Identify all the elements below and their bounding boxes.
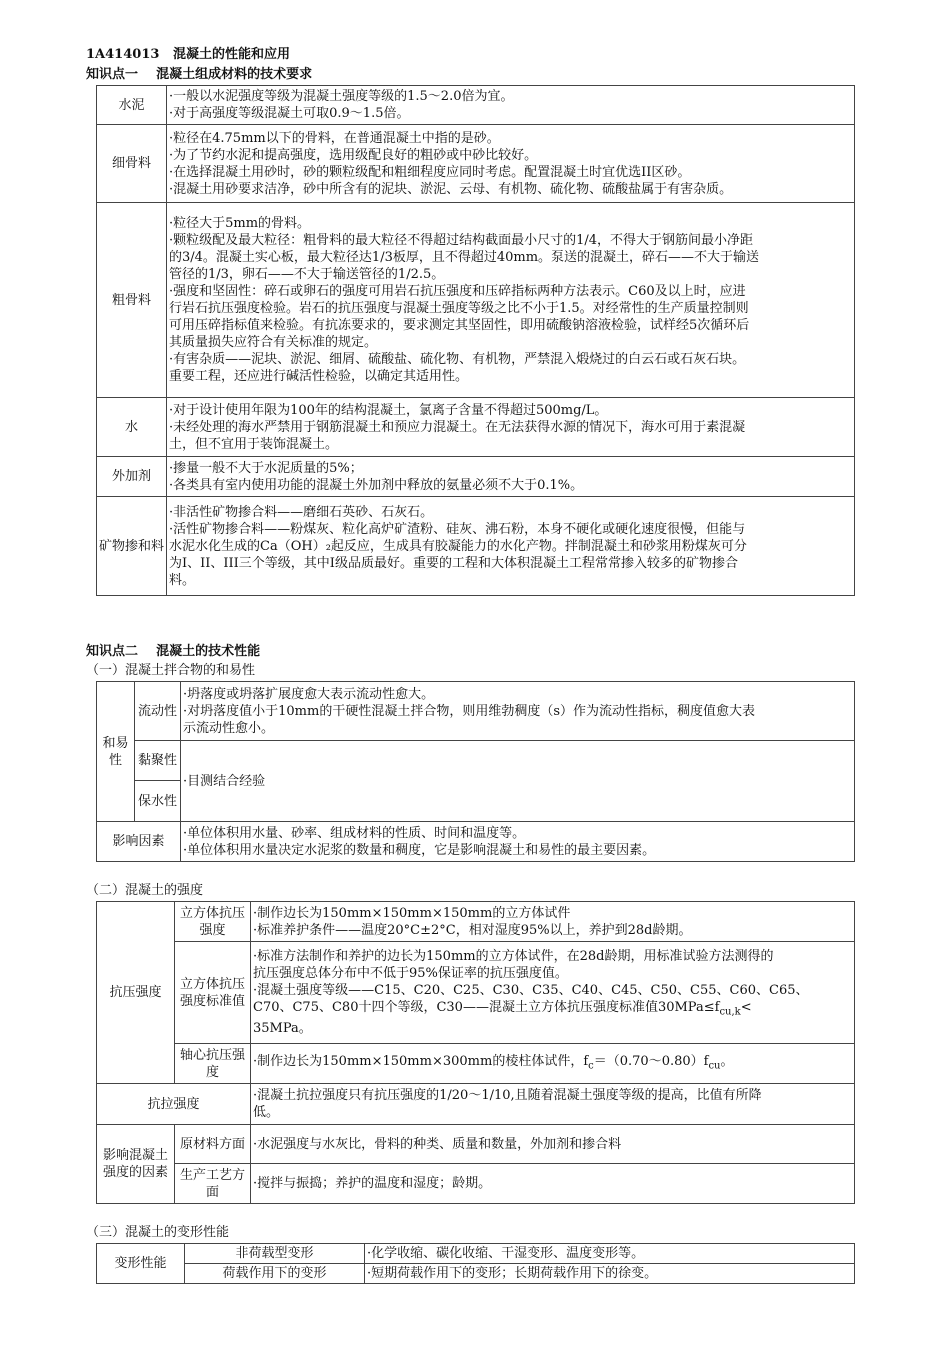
- content-line: ·未经处理的海水严禁用于钢筋混凝土和预应力混凝土。在无法获得水源的情况下，海水可用于素混凝: [169, 419, 746, 435]
- content-text: ·制作边长为150mm×150mm×300mm的棱柱体试件，f: [253, 1053, 589, 1069]
- workability-table: [96, 681, 855, 862]
- material-row: [97, 86, 855, 125]
- content-line: 为I、II、III三个等级，其中I级品质最好。重要的工程和大体积混凝土工程常常掺入较多的矿物掺合: [169, 555, 738, 571]
- content-line: 的3/4。混凝土实心板，最大粒径达1/3板厚，且不得超过40mm。泵送的混凝土，碎石——不大于输送: [169, 250, 760, 265]
- material-row: [97, 203, 855, 398]
- axial-strength-content: [251, 1044, 855, 1084]
- kp1-title: 混凝土组成材料的技术要求: [156, 67, 313, 82]
- content-line: ·非活性矿物掺合料——磨细石英砂、石灰石。: [169, 504, 434, 520]
- material-name: 水: [97, 398, 167, 457]
- kp2-title: 混凝土的技术性能: [156, 644, 261, 659]
- workability-label: 和易性: [97, 682, 135, 822]
- material-name: 外加剂: [97, 457, 167, 497]
- non-load-deformation-label: 非荷载型变形: [185, 1244, 365, 1264]
- content-line: 抗压强度总体分布中不低于95%保证率的抗压强度值。: [253, 965, 568, 981]
- compressive-strength-label: 抗压强度: [97, 902, 175, 1084]
- content-line: ·目测结合经验: [183, 773, 266, 789]
- knowledge-point-2-heading: [86, 643, 260, 660]
- material-row: [97, 398, 855, 457]
- load-deformation-content: ·短期荷载作用下的变形；长期荷载作用下的徐变。: [365, 1264, 855, 1284]
- axial-strength-label: 轴心抗压强度: [175, 1044, 251, 1084]
- subscript: cu,k: [719, 1006, 741, 1018]
- material-requirements: [167, 125, 855, 203]
- material-requirements: [167, 497, 855, 596]
- content-line: ·为了节约水泥和提高强度，选用级配良好的粗砂或中砂比较好。: [169, 147, 538, 163]
- kp1-label: 知识点一: [86, 67, 139, 82]
- content-line: ·单位体积用水量、砂率、组成材料的性质、时间和温度等。: [183, 825, 526, 841]
- knowledge-point-1-heading: [86, 66, 312, 83]
- tensile-strength-content: [251, 1084, 855, 1125]
- content-line: 土，但不宜用于装饰混凝土。: [169, 436, 339, 452]
- content-line: 35MPa。: [253, 1021, 312, 1037]
- strength-factors-label: 影响混凝土强度的因素: [97, 1125, 175, 1204]
- section-heading: [86, 46, 290, 63]
- material-requirements: [167, 457, 855, 497]
- water-retention-label: 保水性: [135, 781, 181, 822]
- sec3-title: （三）混凝土的变形性能: [86, 1225, 230, 1240]
- content-line: 行岩石抗压强度检验。岩石的抗压强度与混凝土强度等级之比不小于1.5。对经常性的生产质量控制则: [169, 301, 749, 316]
- fluidity-content: [181, 682, 855, 741]
- tensile-strength-label: 抗拉强度: [97, 1084, 251, 1125]
- content-text: ＝（0.70～0.80）f: [593, 1053, 709, 1069]
- sec1-title: （一）混凝土拌合物的和易性: [86, 663, 256, 678]
- visual-check-content: [181, 741, 855, 822]
- content-text: 。: [720, 1053, 734, 1069]
- content-line: 水泥水化生成的Ca（OH）₂起反应，生成具有胶凝能力的水化产物。拌制混凝土和砂浆用粉煤灰可分: [169, 538, 747, 554]
- content-line: ·制作边长为150mm×150mm×150mm的立方体试件: [253, 905, 571, 921]
- material-requirements: [167, 203, 855, 398]
- materials-table-body: [97, 86, 855, 596]
- content-line: ·颗粒级配及最大粒径：粗骨料的最大粒径不得超过结构截面最小尺寸的1/4，不得大于钢筋间最小净距: [169, 233, 754, 248]
- material-requirements: [167, 86, 855, 125]
- content-line: 管径的1/3，卵石——不大于输送管径的1/2.5。: [169, 267, 445, 282]
- content-line: ·一般以水泥强度等级为混凝土强度等级的1.5～2.0倍为宜。: [169, 89, 514, 104]
- material-name: 水泥: [97, 86, 167, 125]
- content-line: ·对于设计使用年限为100年的结构混凝土，氯离子含量不得超过500mg/L。: [169, 402, 608, 418]
- influencing-factors-label: 影响因素: [97, 822, 181, 862]
- material-name: 细骨料: [97, 125, 167, 203]
- content-text: C70、C75、C80十四个等级，C30——混凝土立方体抗压强度标准值30MPa≤f: [253, 999, 720, 1015]
- content-line: 可用压碎指标值来检验。有抗冻要求的，要求测定其坚固性，即用硫酸钠溶液检验，试样经5次循环后: [169, 318, 750, 333]
- subscript: cu: [708, 1060, 721, 1072]
- material-name: 粗骨料: [97, 203, 167, 398]
- content-line: ·在选择混凝土用砂时，砂的颗粒级配和粗细程度应同时考虑。配置混凝土时宜优选II区砂。: [169, 164, 691, 180]
- cube-strength-content: [251, 902, 855, 942]
- content-line: ·混凝土强度等级——C15、C20、C25、C30、C35、C40、C45、C50、C55、C60、C65、: [253, 982, 809, 998]
- raw-materials-label: 原材料方面: [175, 1125, 251, 1164]
- content-line: 其质量损失应符合有关标准的规定。: [169, 335, 378, 350]
- content-line: ·标准养护条件——温度20°C±2°C，相对湿度95%以上，养护到28d龄期。: [253, 922, 692, 938]
- content-line: ·粒径大于5mm的骨料。: [169, 216, 311, 231]
- deformation-table: [96, 1243, 855, 1284]
- influencing-factors-content: [181, 822, 855, 862]
- cube-strength-label: 立方体抗压强度: [175, 902, 251, 942]
- content-line: ·对坍落度值小于10mm的干硬性混凝土拌合物，则用维勃稠度（s）作为流动性指标，稠度值愈大表: [183, 703, 756, 719]
- cube-standard-label: 立方体抗压强度标准值: [175, 942, 251, 1044]
- material-row: [97, 497, 855, 596]
- content-line: 低。: [253, 1105, 280, 1120]
- non-load-deformation-content: ·化学收缩、碳化收缩、干湿变形、温度变形等。: [365, 1244, 855, 1264]
- raw-materials-content: ·水泥强度与水灰比，骨料的种类、质量和数量，外加剂和掺合料: [251, 1125, 855, 1164]
- content-line: 示流动性愈小。: [183, 720, 275, 736]
- content-line: 重要工程，还应进行碱活性检验，以确定其适用性。: [169, 369, 469, 384]
- material-row: [97, 125, 855, 203]
- production-process-content: ·搅拌与振捣；养护的温度和湿度；龄期。: [251, 1164, 855, 1204]
- content-line: ·粒径在4.75mm以下的骨料，在普通混凝土中指的是砂。: [169, 130, 500, 146]
- content-line: ·对于高强度等级混凝土可取0.9～1.5倍。: [169, 106, 410, 121]
- content-line: ·坍落度或坍落扩展度愈大表示流动性愈大。: [183, 686, 435, 702]
- deformation-label: 变形性能: [97, 1244, 185, 1284]
- subscript: c: [588, 1060, 594, 1072]
- content-line: ·掺量一般不大于水泥质量的5%；: [169, 460, 363, 476]
- content-line: ·有害杂质——泥块、淤泥、细屑、硫酸盐、硫化物、有机物，严禁混入煅烧过的白云石或石灰石块。: [169, 352, 746, 367]
- cube-standard-content: [251, 942, 855, 1044]
- material-row: [97, 457, 855, 497]
- fluidity-label: 流动性: [135, 682, 181, 741]
- kp2-label: 知识点二: [86, 644, 139, 659]
- materials-table: [96, 85, 855, 596]
- cohesion-label: 黏聚性: [135, 741, 181, 781]
- section-title: 混凝土的性能和应用: [172, 47, 290, 62]
- sec2-title: （二）混凝土的强度: [86, 883, 204, 898]
- content-line: ·标准方法制作和养护的边长为150mm的立方体试件，在28d龄期，用标准试验方法测得的: [253, 948, 774, 964]
- content-line: ·强度和坚固性：碎石或卵石的强度可用岩石抗压强度和压碎指标两种方法表示。C60及以上时，应进: [169, 284, 746, 299]
- content-line: ·混凝土用砂要求洁净，砂中所含有的泥块、淤泥、云母、有机物、硫化物、硫酸盐属于有害杂质。: [169, 181, 733, 197]
- load-deformation-label: 荷载作用下的变形: [185, 1264, 365, 1284]
- material-requirements: [167, 398, 855, 457]
- content-line: 料。: [169, 572, 196, 588]
- section-code: 1A414013: [86, 47, 160, 62]
- content-line: ·各类具有室内使用功能的混凝土外加剂中释放的氨量必须不大于0.1%。: [169, 477, 584, 493]
- content-line: ·活性矿物掺合料——粉煤灰、粒化高炉矿渣粉、硅灰、沸石粉，本身不硬化或硬化速度很慢，但能与: [169, 521, 746, 537]
- content-text: <: [740, 999, 752, 1015]
- content-line: ·混凝土抗拉强度只有抗压强度的1/20～1/10,且随着混凝土强度等级的提高，比值有所降: [253, 1088, 762, 1103]
- production-process-label: 生产工艺方面: [175, 1164, 251, 1204]
- material-name: 矿物掺和料: [97, 497, 167, 596]
- strength-table: [96, 901, 855, 1204]
- content-line: ·单位体积用水量决定水泥浆的数量和稠度，它是影响混凝土和易性的最主要因素。: [183, 842, 656, 858]
- content-line: [253, 999, 852, 1021]
